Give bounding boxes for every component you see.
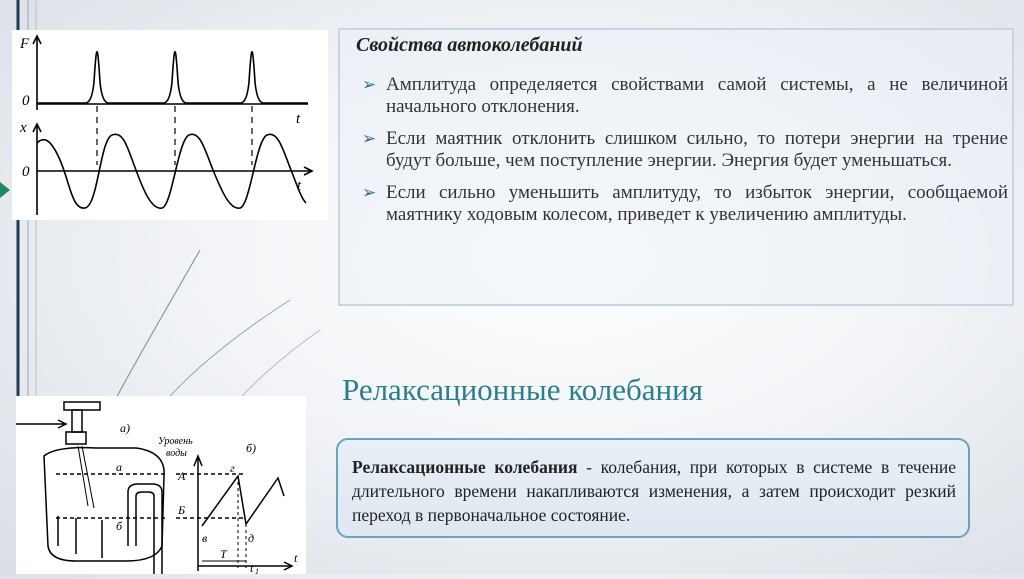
lvl-a: а	[116, 460, 122, 474]
properties-box	[338, 28, 1014, 306]
label-zero-bottom: 0	[22, 164, 30, 180]
label-x: x	[20, 120, 27, 136]
properties-title: Свойства автоколебаний	[356, 34, 583, 56]
pt-g: г	[230, 461, 235, 475]
label-t-bottom: t	[297, 178, 302, 194]
pt-d: д	[248, 531, 255, 545]
label-zero-top: 0	[22, 93, 30, 109]
label-t1-sub: 1	[255, 567, 259, 574]
impulse-curve	[37, 52, 308, 103]
tank-body	[44, 448, 164, 561]
label-t-b: t	[294, 551, 298, 565]
ax-b: Б	[178, 503, 186, 517]
ylabel-2: воды	[166, 448, 187, 459]
list-item	[354, 128, 1008, 172]
list-item-text: Амплитуда определяется свойствами самой системы, а не величиной начального отклонения.	[386, 74, 1008, 117]
lvl-b: б	[116, 519, 123, 533]
section-title: Релаксационные колебания	[342, 372, 703, 407]
list-item	[354, 74, 1008, 118]
list-item	[354, 182, 1008, 226]
definition-body: - колебания, при которых в системе в течение длительного времени накапливаются изменения, а затем происходит резкий переход в первоначальное состояние.	[352, 457, 956, 525]
label-T: T	[220, 547, 227, 561]
label-t1: t	[250, 561, 254, 574]
self-oscillation-figure	[12, 30, 328, 220]
arrow-bullet-icon: ➢	[362, 129, 377, 148]
definition-term: Релаксационные колебания	[352, 457, 578, 477]
ax-a: А	[178, 469, 186, 483]
bullet-arrow-icon	[0, 182, 10, 198]
definition-text	[352, 455, 956, 527]
label-b-part: б)	[246, 441, 257, 455]
label-a-part: а)	[120, 421, 130, 435]
arrow-bullet-icon: ➢	[362, 75, 377, 94]
list-item-text: Если сильно уменьшить амплитуду, то избыток энергии, сообщаемой маятнику ходовым колесом, приведет к увеличению амплитуды.	[386, 182, 1008, 225]
list-item-text: Если маятник отклонить слишком сильно, то потери энергии на трение будут больше, чем поступление энергии. Энергия будет уменьшаться.	[386, 128, 1008, 171]
ylabel-1: Уровень	[158, 436, 193, 447]
label-t-top: t	[296, 111, 301, 127]
pt-v: в	[202, 531, 208, 545]
properties-list	[354, 74, 1008, 236]
definition-box	[336, 438, 970, 538]
arrow-bullet-icon: ➢	[362, 183, 377, 202]
water-tank-figure	[16, 396, 306, 574]
label-f: F	[20, 36, 30, 52]
